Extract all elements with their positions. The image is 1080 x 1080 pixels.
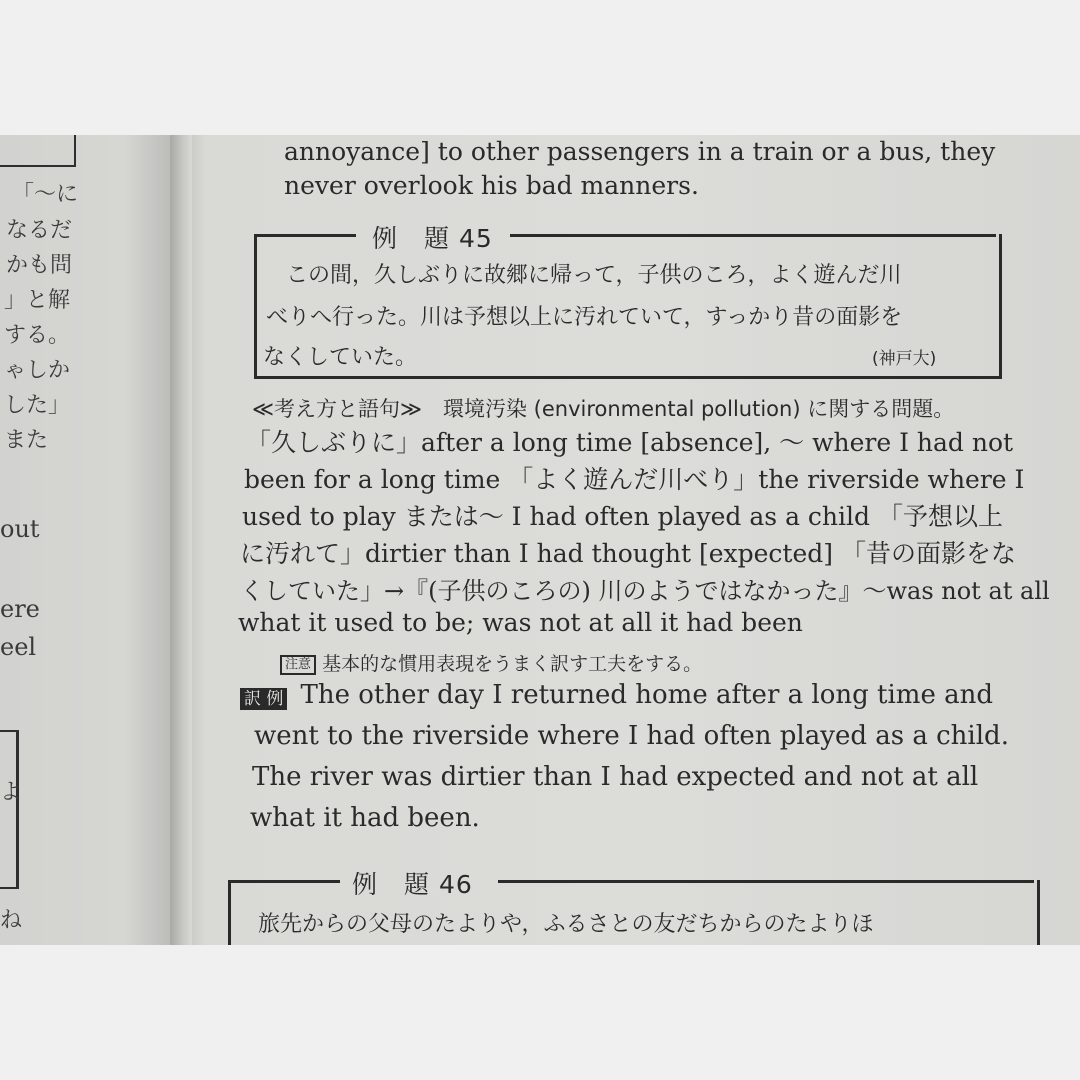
left-fragment: また	[4, 428, 49, 453]
translation-line: The river was dirtier than I had expected and not at all	[252, 762, 979, 792]
right-page	[0, 135, 1080, 945]
translation-first-line	[240, 680, 993, 710]
left-fragment: なるだ	[6, 218, 73, 243]
approach-heading: ≪考え方と語句≫ 環境汚染 (environmental pollution) に関する問題。	[252, 397, 955, 421]
left-fragment: out	[0, 515, 40, 543]
left-fragment: ね	[0, 908, 23, 933]
note-line	[280, 649, 702, 676]
left-fragment: 「～に	[12, 182, 79, 207]
approach-line: に汚れて」dirtier than I had thought [expected] 「昔の面影をな	[240, 539, 1016, 568]
approach-line: くしていた」→『(子供のころの) 川のようではなかった』～was not at all	[240, 577, 1050, 605]
example-46-line: 旅先からの父母のたよりや，ふるさとの友だちからのたよりほ	[258, 912, 874, 937]
example-45-line: べりへ行った。川は予想以上に汚れていて，すっかり昔の面影を	[266, 305, 903, 330]
paragraph-line: annoyance] to other passengers in a train or a bus, they	[284, 137, 996, 166]
example-45-line: なくしていた。	[263, 345, 418, 370]
translation-line: went to the riverside where I had often played as a child.	[254, 721, 1009, 751]
left-fragment: する。	[4, 323, 71, 348]
paragraph-line: never overlook his bad manners.	[284, 171, 699, 200]
example-45-line: この間，久しぶりに故郷に帰って，子供のころ，よく遊んだ川	[286, 263, 902, 288]
left-fragment: した」	[4, 393, 71, 418]
left-fragment: ere	[0, 595, 40, 623]
example-45-source: (神戸大)	[872, 349, 937, 369]
note-text: 基本的な慣用表現をうまく訳す工夫をする。	[322, 653, 703, 675]
approach-line: 「久しぶりに」after a long time [absence], ～ where I had not	[246, 428, 1014, 457]
left-fragment: かも問	[6, 253, 73, 278]
book-photo	[0, 135, 1080, 945]
translation-line: The other day I returned home after a long time and	[300, 680, 993, 710]
example-46-title: 例 題 46	[352, 870, 473, 899]
approach-line: what it used to be; was not at all it had been	[238, 608, 803, 637]
approach-line: used to play または～ I had often played as a child 「予想以上	[242, 502, 1003, 531]
translation-tag: 訳 例	[240, 688, 287, 710]
approach-line: been for a long time 「よく遊んだ川べり」the riverside where I	[244, 465, 1025, 494]
left-fragment: ゃしか	[4, 358, 71, 383]
note-tag: 注意	[280, 655, 316, 675]
left-fragment: eel	[0, 633, 37, 661]
left-fragment: 」と解	[4, 288, 71, 313]
left-fragment: よ	[0, 780, 23, 805]
translation-line: what it had been.	[250, 803, 480, 833]
example-45-title: 例 題 45	[372, 224, 493, 253]
